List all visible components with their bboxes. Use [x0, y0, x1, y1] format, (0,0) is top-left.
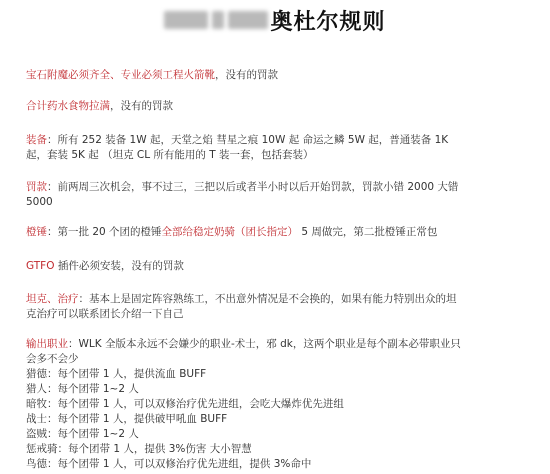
rule-heading: 宝石附魔必须齐全、专业必须工程火箭靴 [26, 69, 215, 81]
class-text: ：每个团带 1 人，提供 3%伤害 大小智慧 [57, 443, 252, 455]
rule-highlight: 全部给稳定奶骑（团长指定） [161, 226, 299, 238]
class-label: 暗牧 [26, 398, 47, 410]
class-item-warrior [26, 412, 538, 427]
class-text: ：每个团带 1 人，可以双修治疗优先进组，会吃大爆炸优先进组 [47, 398, 344, 410]
class-item-rogue [26, 427, 538, 442]
rule-tank-healer [26, 292, 538, 322]
class-text: ：每个团带 1 人，可以双修治疗优先进组，提供 3%命中 [47, 458, 312, 470]
rule-text: ：前两周三次机会，事不过三，三把以后或者半小时以后开始罚款，罚款小错 2000 大错 [47, 181, 459, 193]
rule-heading: 输出职业 [26, 338, 68, 350]
rule-text: ：基本上是固定阵容熟练工，不出意外情况是不会换的，如果有能力特别出众的坦 [78, 293, 457, 305]
rule-orange-mace [26, 225, 538, 240]
class-label: 惩戒骑 [26, 443, 58, 455]
rule-text-line2: 起，套装 5K 起 （坦克 CL 所有能用的 T 装一套，包括套装） [26, 149, 314, 161]
rule-text: ，没有的罚款 [110, 100, 173, 112]
class-text: ：每个团带 1 人，提供破甲吼血 BUFF [47, 413, 228, 425]
class-item-feral-druid [26, 367, 538, 382]
rule-text: 插件必须安装，没有的罚款 [54, 260, 184, 272]
redacted-block [212, 11, 224, 29]
rule-text: ，没有的罚款 [215, 69, 278, 81]
rule-text: ：所有 252 装备 1W 起，天堂之焰 彗星之痕 10W 起 命运之鳞 5W 起，普通装备 1K [47, 134, 449, 146]
class-item-shadow-priest [26, 397, 538, 412]
rule-gtfo-addon [26, 259, 538, 274]
rule-text: ：WLK 全版本永远不会嫌少的职业-术士，邪 dk，这两个职业是每个副本必带职业只 [68, 338, 461, 350]
rule-equipment [26, 133, 538, 163]
rule-heading: 罚款 [26, 181, 47, 193]
class-label: 鸟德 [26, 458, 47, 470]
page-title: 奥杜尔规则 [270, 9, 386, 35]
class-label: 盗贼 [26, 428, 47, 440]
redacted-block [228, 11, 268, 29]
rule-text-line2: 会多不会少 [26, 353, 79, 365]
class-label: 战士 [26, 413, 47, 425]
rule-fines [26, 180, 538, 210]
rule-text-line2: 克治疗可以联系团长介绍一下自己 [26, 308, 184, 320]
rule-text-line2: 5000 [26, 196, 53, 208]
rule-heading: 装备 [26, 134, 47, 146]
rule-gems-enchants [26, 68, 538, 83]
rule-heading: 合计药水食物拉满 [26, 100, 110, 112]
rule-dps-classes [26, 337, 538, 367]
rule-heading: 坦克、治疗 [26, 293, 79, 305]
rule-heading: GTFO [26, 260, 55, 272]
class-item-retribution-paladin [26, 442, 538, 457]
class-text: ：每个团带 1~2 人 [47, 383, 139, 395]
class-text: ：每个团带 1~2 人 [47, 428, 139, 440]
class-label: 猎人 [26, 383, 47, 395]
rule-text: 5 周做完，第二批橙锤正常包 [298, 226, 438, 238]
title-row [0, 4, 550, 36]
rule-text: ：第一批 20 个团的橙锤 [47, 226, 162, 238]
rule-consumables [26, 99, 538, 114]
class-item-hunter [26, 382, 538, 397]
redacted-block [164, 11, 208, 29]
class-text: ：每个团带 1 人，提供流血 BUFF [47, 368, 207, 380]
class-label: 猎德 [26, 368, 47, 380]
rule-heading: 橙锤 [26, 226, 47, 238]
class-item-balance-druid [26, 457, 538, 472]
